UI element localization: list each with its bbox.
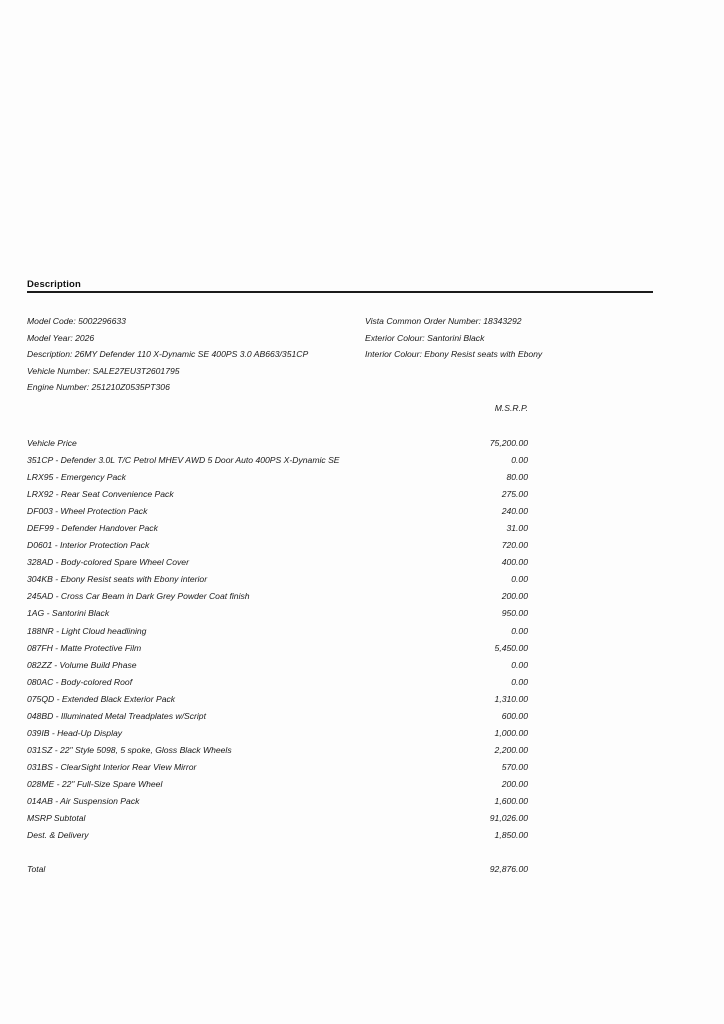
- vehicle-info-right-column: [365, 313, 542, 363]
- line-item-amount: 5,450.00: [494, 642, 528, 653]
- line-item-amount: 0.00: [511, 676, 528, 687]
- info-line: Vehicle Number: SALE27EU3T2601795: [27, 365, 180, 376]
- line-item-label: 304KB - Ebony Resist seats with Ebony interior: [27, 574, 208, 585]
- line-item-amount: 31.00: [506, 523, 528, 534]
- line-item-label: DF003 - Wheel Protection Pack: [27, 506, 148, 517]
- line-item-label: 031SZ - 22" Style 5098, 5 spoke, Gloss Black Wheels: [27, 744, 232, 755]
- info-line: Model Code: 5002296633: [27, 316, 126, 326]
- line-item-label: 087FH - Matte Protective Film: [27, 642, 142, 653]
- vehicle-info-left-column: [27, 313, 308, 396]
- line-item-amount: 0.00: [511, 574, 528, 585]
- table-row: [27, 759, 528, 776]
- table-row: [27, 486, 528, 503]
- section-divider-rule: [27, 291, 653, 293]
- line-item-label: 039IB - Head-Up Display: [27, 727, 123, 738]
- line-item-label: 048BD - Illuminated Metal Treadplates w/Script: [27, 710, 206, 721]
- line-item-label: LRX92 - Rear Seat Convenience Pack: [27, 489, 174, 500]
- table-row: [27, 452, 528, 469]
- line-item-label: 328AD - Body-colored Spare Wheel Cover: [27, 557, 189, 568]
- table-row: [27, 623, 528, 640]
- table-row: [27, 657, 528, 674]
- total-label: Total: [27, 864, 46, 875]
- line-item-amount: 0.00: [511, 455, 528, 466]
- table-row: [27, 640, 528, 657]
- table-row: [27, 503, 528, 520]
- subtotal-amount: 91,026.00: [489, 813, 528, 824]
- line-item-amount: 2,200.00: [494, 744, 528, 755]
- line-item-amount: 1,310.00: [494, 693, 528, 704]
- table-row: [27, 605, 528, 622]
- line-item-label: D0601 - Interior Protection Pack: [27, 540, 150, 551]
- info-line: Engine Number: 251210Z0535PT306: [27, 382, 170, 393]
- line-item-amount: 200.00: [501, 591, 528, 602]
- section-heading-text: Description: [27, 279, 81, 290]
- table-row: [27, 708, 528, 725]
- line-item-amount: 1,000.00: [494, 727, 528, 738]
- table-row: [27, 776, 528, 793]
- line-item-label: Vehicle Price: [27, 438, 77, 448]
- destination-delivery-amount: 1,850.00: [494, 830, 528, 841]
- total-row: [27, 861, 528, 878]
- line-item-amount: 240.00: [501, 506, 528, 517]
- line-item-label: 028ME - 22" Full-Size Spare Wheel: [27, 778, 163, 789]
- line-item-label: LRX95 - Emergency Pack: [27, 472, 126, 483]
- table-row: [27, 520, 528, 537]
- table-row: [27, 588, 528, 605]
- table-row: [27, 691, 528, 708]
- line-item-amount: 1,600.00: [494, 795, 528, 806]
- line-item-label: 1AG - Santorini Black: [27, 608, 110, 619]
- row-spacer: [27, 844, 528, 861]
- line-item-amount: 80.00: [506, 472, 528, 483]
- info-line: Vista Common Order Number: 18343292: [365, 316, 522, 326]
- line-item-amount: 200.00: [501, 778, 528, 789]
- line-item-amount: 400.00: [501, 557, 528, 568]
- table-row: [27, 793, 528, 810]
- line-item-amount: 950.00: [501, 608, 528, 619]
- line-item-amount: 75,200.00: [489, 438, 528, 448]
- table-row: [27, 554, 528, 571]
- price-line-item-table: [27, 435, 528, 878]
- info-line: Model Year: 2026: [27, 332, 95, 343]
- line-item-label: 188NR - Light Cloud headlining: [27, 625, 147, 636]
- destination-delivery-label: Dest. & Delivery: [27, 830, 89, 841]
- table-row: [27, 674, 528, 691]
- total-amount: 92,876.00: [489, 864, 528, 875]
- line-item-label: DEF99 - Defender Handover Pack: [27, 523, 158, 534]
- line-item-amount: 0.00: [511, 659, 528, 670]
- line-item-label: 245AD - Cross Car Beam in Dark Grey Powder Coat finish: [27, 591, 250, 602]
- subtotal-label: MSRP Subtotal: [27, 813, 86, 824]
- subtotal-row: [27, 810, 528, 827]
- line-item-amount: 570.00: [501, 761, 528, 772]
- line-item-amount: 275.00: [501, 489, 528, 500]
- description-section-header: [27, 279, 653, 293]
- info-line: Interior Colour: Ebony Resist seats with Ebony: [365, 349, 543, 360]
- table-row: [27, 571, 528, 588]
- line-item-label: 082ZZ - Volume Build Phase: [27, 659, 137, 670]
- line-item-label: 080AC - Body-colored Roof: [27, 676, 133, 687]
- table-row: [27, 725, 528, 742]
- msrp-column-header: M.S.R.P.: [494, 403, 528, 413]
- table-row: [27, 537, 528, 554]
- line-item-amount: 0.00: [511, 625, 528, 636]
- line-item-label: 075QD - Extended Black Exterior Pack: [27, 693, 176, 704]
- table-row: [27, 469, 528, 486]
- line-item-amount: 720.00: [501, 540, 528, 551]
- line-item-amount: 600.00: [501, 710, 528, 721]
- info-line: Exterior Colour: Santorini Black: [365, 332, 485, 343]
- destination-delivery-row: [27, 827, 528, 844]
- line-item-label: 014AB - Air Suspension Pack: [27, 795, 140, 806]
- line-item-label: 351CP - Defender 3.0L T/C Petrol MHEV AWD 5 Door Auto 400PS X-Dynamic SE: [27, 455, 340, 466]
- info-line: Description: 26MY Defender 110 X-Dynamic SE 400PS 3.0 AB663/351CP: [27, 349, 309, 360]
- table-row: [27, 435, 528, 452]
- line-item-label: 031BS - ClearSight Interior Rear View Mirror: [27, 761, 197, 772]
- table-row: [27, 742, 528, 759]
